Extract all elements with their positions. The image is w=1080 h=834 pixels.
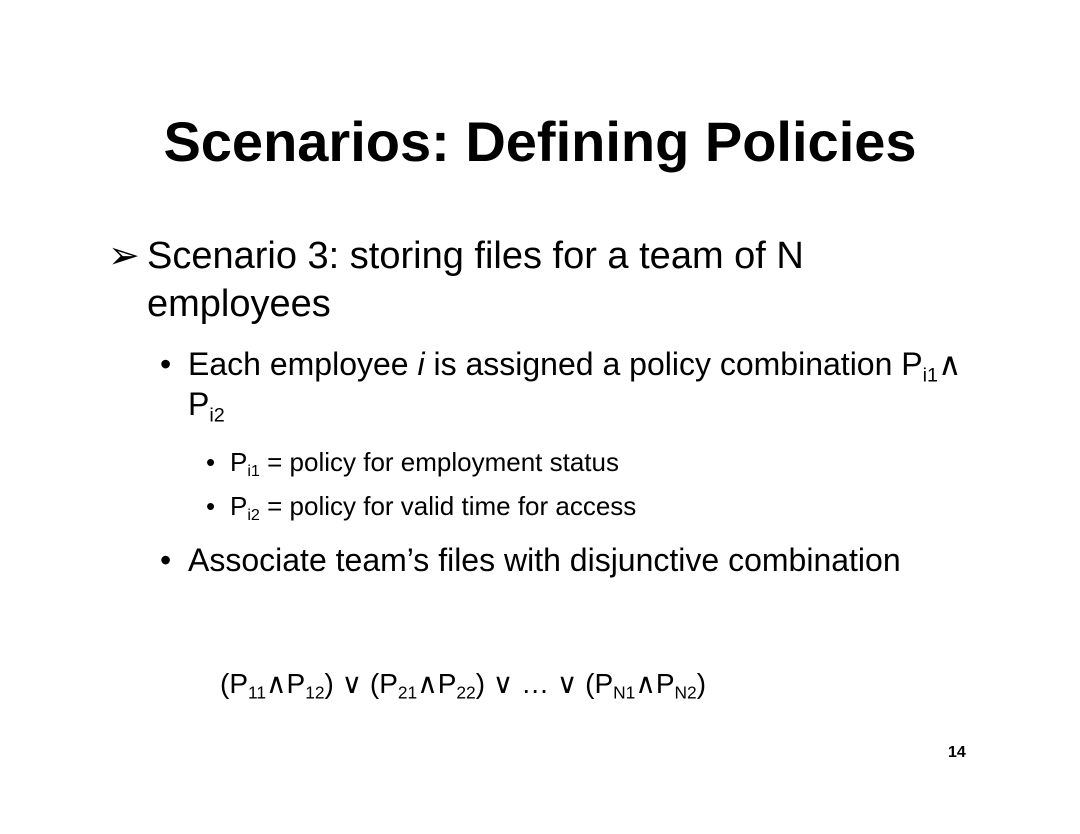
logical-and-symbol: ∧ [938,346,962,382]
policy-p: P [230,491,248,521]
formula-part: ) ∨ (P [324,668,398,699]
formula-part: ) [696,668,707,699]
policy-p2: P [188,386,210,422]
policy-subscript: i1 [247,462,260,481]
formula-part: (P [220,668,248,699]
dot-bullet-icon: • [206,447,216,477]
sub-bullet-employment-status [206,446,906,481]
sub-bullet-valid-time-text [206,490,906,525]
policy-p: P [230,447,248,477]
bullet-associate-files [160,540,980,580]
policy-p1-subscript: i1 [922,364,939,387]
policy-p1: P [901,346,923,382]
formula-part: ∧P [266,668,306,699]
dot-bullet-icon: • [160,346,172,382]
bullet-associate-files-text: Associate team’s files with disjunctive combination [188,542,901,578]
slide-title: Scenarios: Defining Policies [163,110,917,173]
formula-subscript: 12 [305,682,325,703]
policy-description: = policy for employment status [259,447,619,477]
bullet-scenario-3 [108,232,988,328]
italic-i: i [417,346,425,382]
bullet-employee-policy [160,344,980,427]
policy-subscript: i2 [247,506,260,525]
text-post: is assigned a policy combination [424,346,902,382]
page-number: 14 [948,744,966,761]
bullet-scenario-3-text: Scenario 3: storing files for a team of N employees [147,235,804,325]
dot-bullet-icon: • [206,491,216,521]
formula-part: ∧P [417,668,457,699]
sub-bullet-valid-time [206,490,906,525]
policy-description: = policy for valid time for access [259,491,637,521]
formula-subscript: 11 [248,682,267,703]
bullet-employee-policy-text [160,344,980,427]
text-pre: Each employee [188,346,418,382]
disjunctive-formula [220,666,706,702]
arrow-bullet-icon: ➢ [108,235,140,277]
formula-subscript: 22 [456,682,476,703]
formula-subscript: N2 [674,682,697,703]
policy-p2-subscript: i2 [209,404,225,427]
dot-bullet-icon: • [160,542,172,578]
formula-subscript: 21 [397,682,418,703]
formula-part: ∧P [635,668,675,699]
formula-part: ) ∨ … ∨ (P [475,668,614,699]
formula-subscript: N1 [613,682,636,703]
sub-bullet-employment-status-text [206,446,906,481]
